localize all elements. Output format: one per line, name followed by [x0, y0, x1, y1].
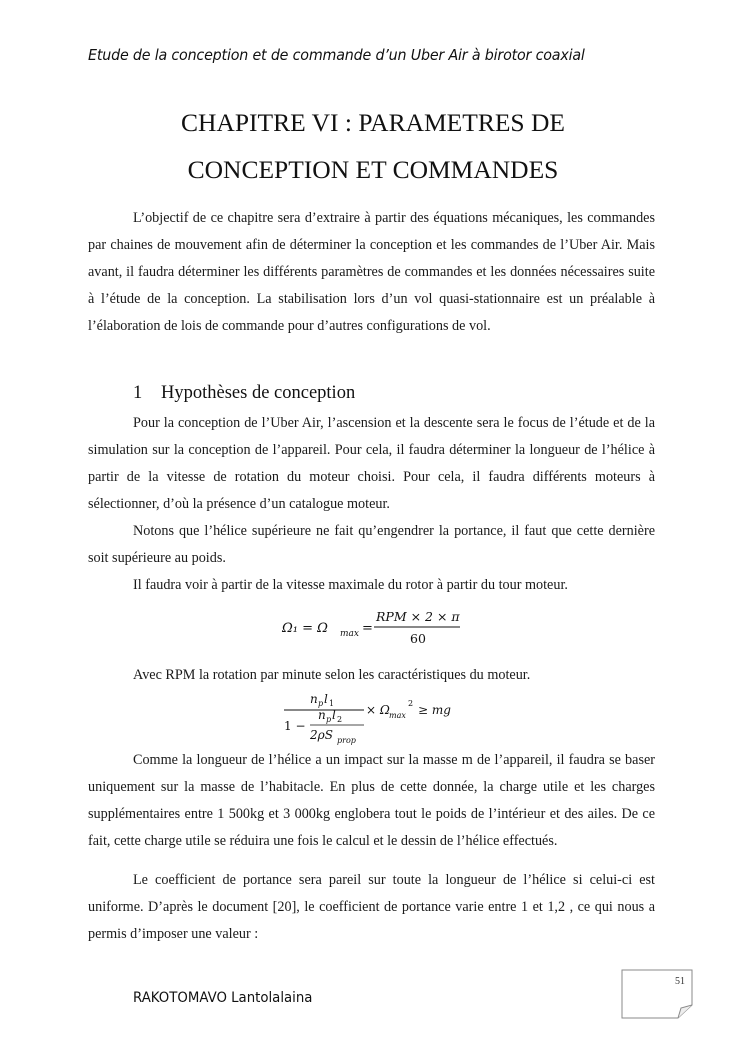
section-paragraph-1: Pour la conception de l’Uber Air, l’ascension et la descente sera le focus de l’étude et de la simulation sur la conception de l’appareil. Pour cela, il faudra déterminer la longueur de l’hélice à partir de la vitesse de rotation du moteur choisi. Pour cela, il faudra différents moteurs à sélectionner, d’où la présence d’un catalogue moteur. [88, 415, 655, 512]
eq2-two-rho-s: 2ρS [310, 728, 333, 742]
chapter-title-line-1: CHAPITRE VI : PARAMETRES DE [181, 108, 565, 137]
eq2-num-n: n [310, 692, 318, 706]
eq2-squared: 2 [408, 699, 414, 708]
section-number: 1 [133, 383, 143, 403]
eq2-inner-p: p [326, 715, 332, 724]
chapter-title-line-2: CONCEPTION ET COMMANDES [187, 155, 559, 184]
section-paragraph-5: Comme la longueur de l’hélice a un impact sur la masse m de l’appareil, il faudra se baser uniquement sur la masse de l’habitacle. En plus de cette donnée, la charge utile et les charges supplémentaires entre 1 500kg et 3 000kg englobera tout le poids de l’intérieur et des ailes. De ce fait, cette charge utile se réduira une fois le calcul et le dessin de l’hélice effectués. [88, 752, 655, 849]
eq2-max: max [389, 711, 406, 720]
section-paragraph-4: Avec RPM la rotation par minute selon les caractéristiques du moteur. [133, 667, 531, 683]
intro-paragraph: L’objectif de ce chapitre sera d’extraire à partir des équations mécaniques, les commandes par chaines de mouvement afin de déterminer la conception et les commandes de l’Uber Air. Mais avant, il faudra déterminer les différents paramètres de commandes et les données nécessaires suite à l’étude de la conception. La stabilisation lors d’un vol quasi-stationnaire est un préalable à l’élaboration de lois de commande pour d’autres configurations de vol. [88, 210, 655, 334]
section-heading [133, 383, 355, 404]
equation-omega-equals: = [362, 621, 373, 636]
equation-lift [278, 688, 478, 748]
equation-omega-numerator: RPM × 2 × π [376, 609, 460, 624]
equation-omega-denominator: 60 [410, 631, 426, 646]
section-paragraph-3: Il faudra voir à partir de la vitesse maximale du rotor à partir du tour moteur. [133, 577, 568, 593]
section-paragraph-6: Le coefficient de portance sera pareil sur toute la longueur de l’hélice si celui-ci est uniforme. D’après le document [20], le coefficient de portance varie entre 1 et 1,2 , ce qui nous a permis d’imposer une valeur : [88, 872, 655, 942]
eq2-num-sub1: 1 [329, 699, 335, 708]
equation-omega-lhs: Ω₁ = Ω [282, 621, 328, 636]
eq2-inner-sub2: 2 [337, 715, 343, 724]
section-title: Hypothèses de conception [161, 383, 356, 403]
eq2-num-p: p [318, 699, 324, 708]
footer-author: RAKOTOMAVO Lantolalaina [133, 990, 313, 1006]
equation-omega-lhs-sub: max [340, 629, 359, 639]
eq2-times-omega: × Ω [366, 703, 390, 717]
eq2-inner-n: n [318, 708, 326, 722]
eq2-one-minus: 1 − [284, 719, 306, 733]
eq2-prop: prop [337, 736, 356, 745]
chapter-title [88, 99, 658, 193]
page-number: 51 [675, 976, 685, 987]
running-header: Etude de la conception et de commande d’un Uber Air à birotor coaxial [88, 46, 585, 64]
eq2-num-l: l [324, 692, 328, 706]
equation-omega [270, 600, 470, 650]
eq2-rhs: ≥ mg [418, 703, 451, 717]
section-paragraph-2: Notons que l’hélice supérieure ne fait qu’engendrer la portance, il faut que cette dernière soit supérieure au poids. [88, 523, 655, 566]
eq2-inner-l: l [332, 708, 336, 722]
